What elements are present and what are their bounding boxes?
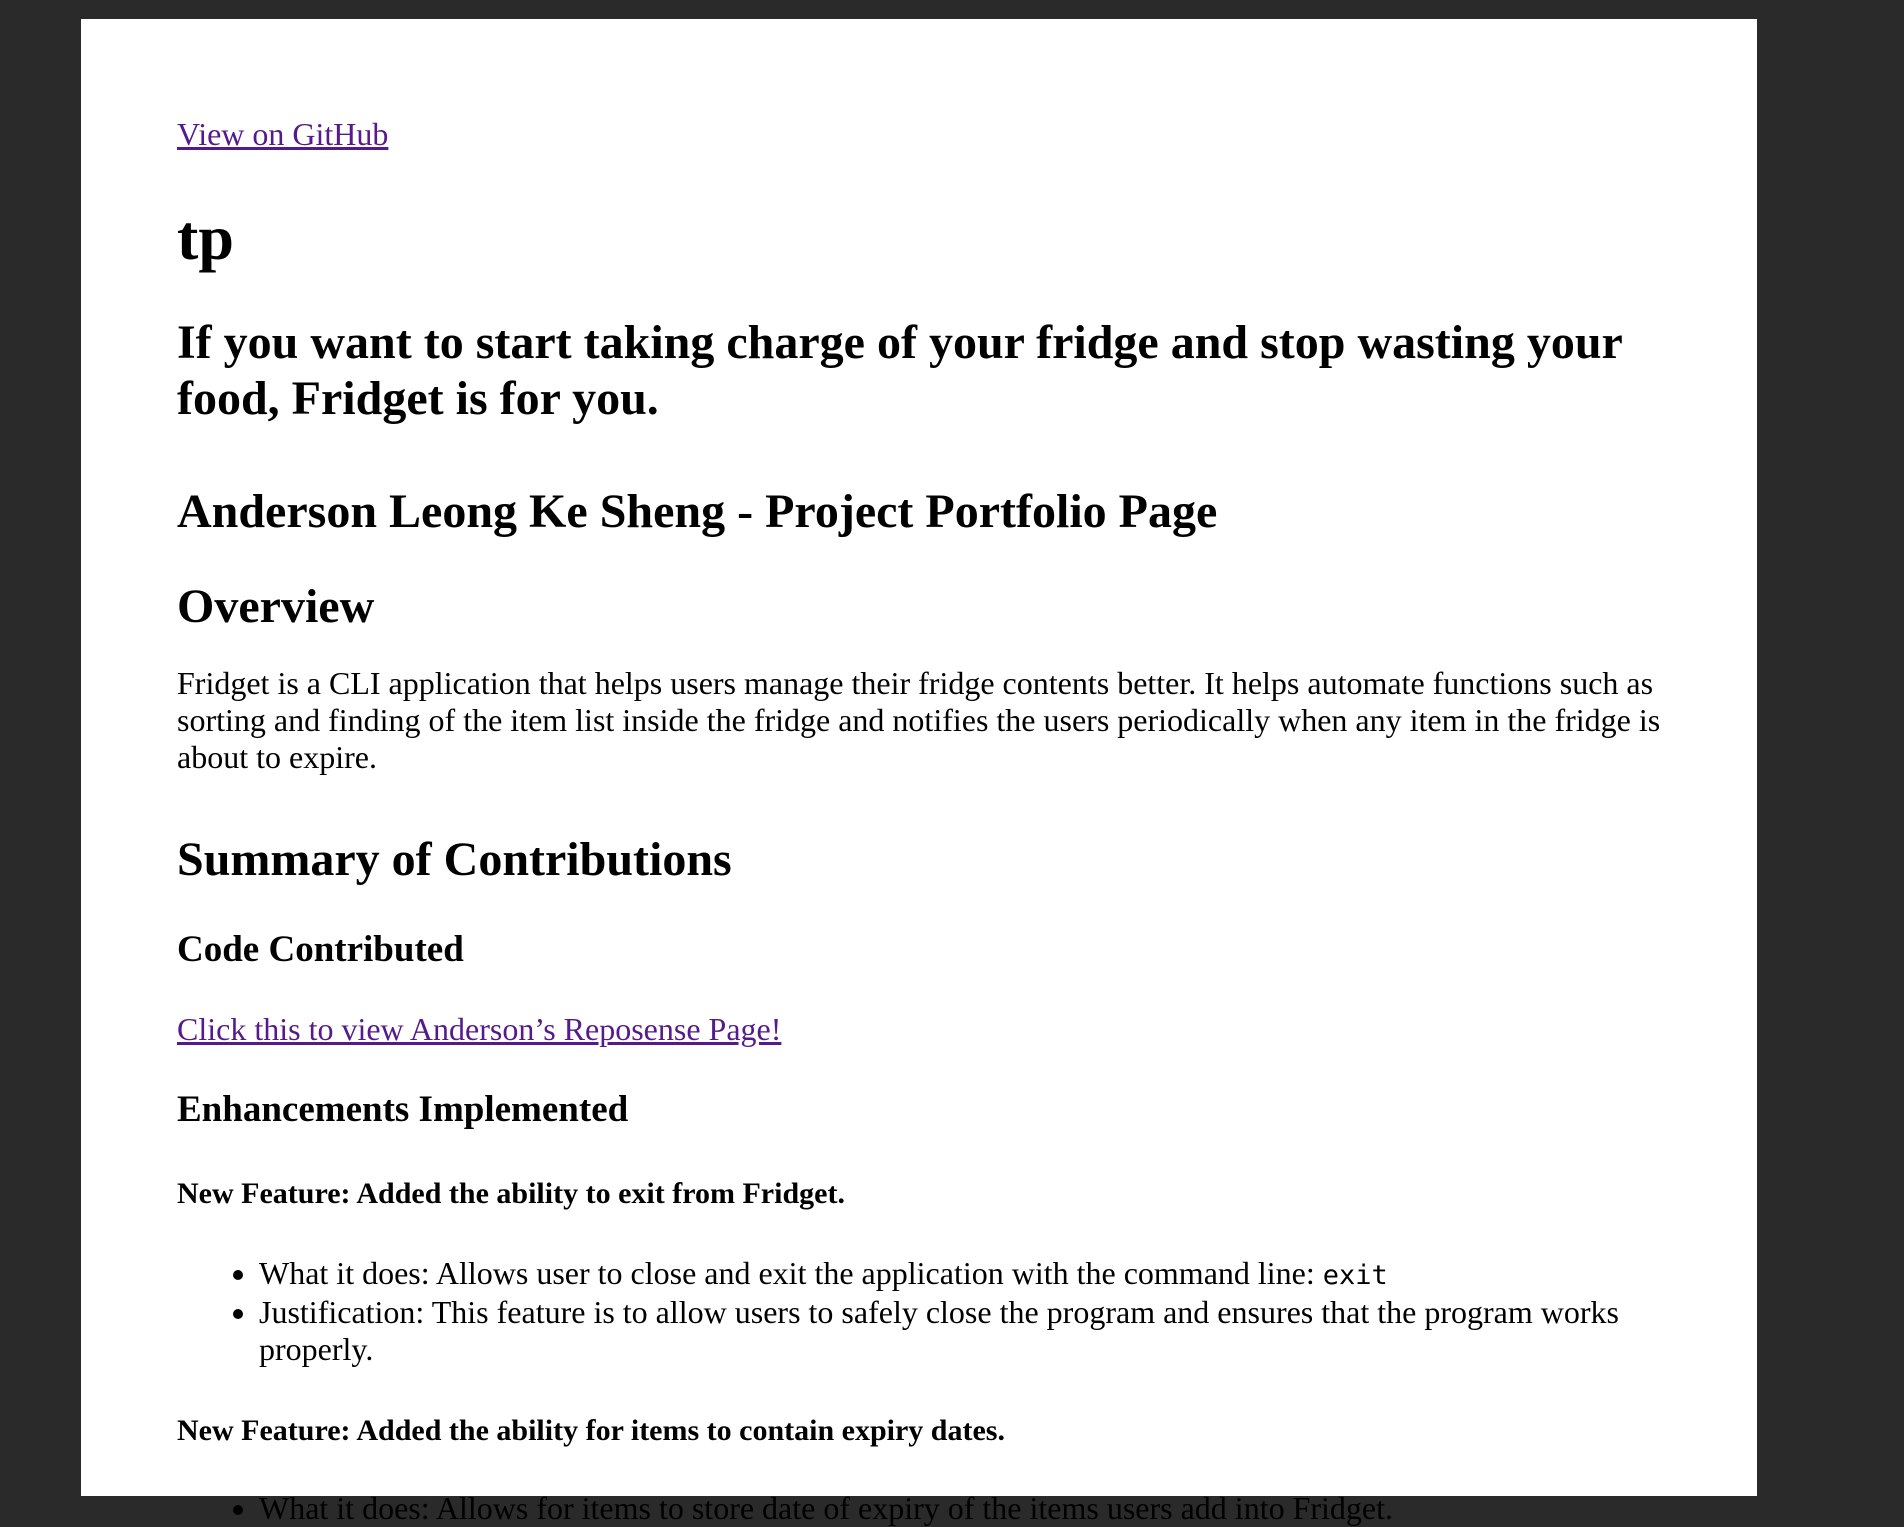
list-item-text: What it does: Allows user to close and exit the application with the command line:	[259, 1255, 1323, 1291]
feature-exit-heading: New Feature: Added the ability to exit from Fridget.	[177, 1177, 845, 1210]
summary-heading: Summary of Contributions	[177, 833, 732, 886]
document-page	[81, 19, 1757, 1526]
reposense-link[interactable]: Click this to view Anderson’s Reposense Page!	[177, 1011, 782, 1047]
list-item-text: What it does: Allows for items to store date of expiry of the items users add into Fridget.	[259, 1490, 1394, 1526]
feature-exit-list	[177, 1255, 1679, 1368]
overview-paragraph: Fridget is a CLI application that helps users manage their fridge contents better. It helps automate functions such as sorting and finding of the item list inside the fridge and notifies the users periodically when any item in the fridge is about to expire.	[177, 665, 1661, 775]
feature-expiry-heading: New Feature: Added the ability for items to contain expiry dates.	[177, 1414, 1005, 1447]
overview-heading: Overview	[177, 580, 375, 633]
view-on-github-link[interactable]: View on GitHub	[177, 116, 389, 152]
list-item	[259, 1490, 1679, 1527]
code-contributed-heading: Code Contributed	[177, 929, 464, 970]
inline-code: exit	[1322, 1260, 1388, 1291]
page-title: Anderson Leong Ke Sheng - Project Portfolio Page	[177, 485, 1218, 538]
feature-expiry-list	[177, 1490, 1679, 1527]
site-title: tp	[177, 202, 234, 273]
enhancements-heading: Enhancements Implemented	[177, 1089, 629, 1130]
list-item	[259, 1294, 1679, 1368]
list-item	[259, 1255, 1679, 1294]
list-item-text: Justification: This feature is to allow users to safely close the program and ensures that the program works properly.	[259, 1294, 1619, 1367]
site-tagline: If you want to start taking charge of your fridge and stop wasting your food, Fridget is for you.	[177, 316, 1622, 425]
